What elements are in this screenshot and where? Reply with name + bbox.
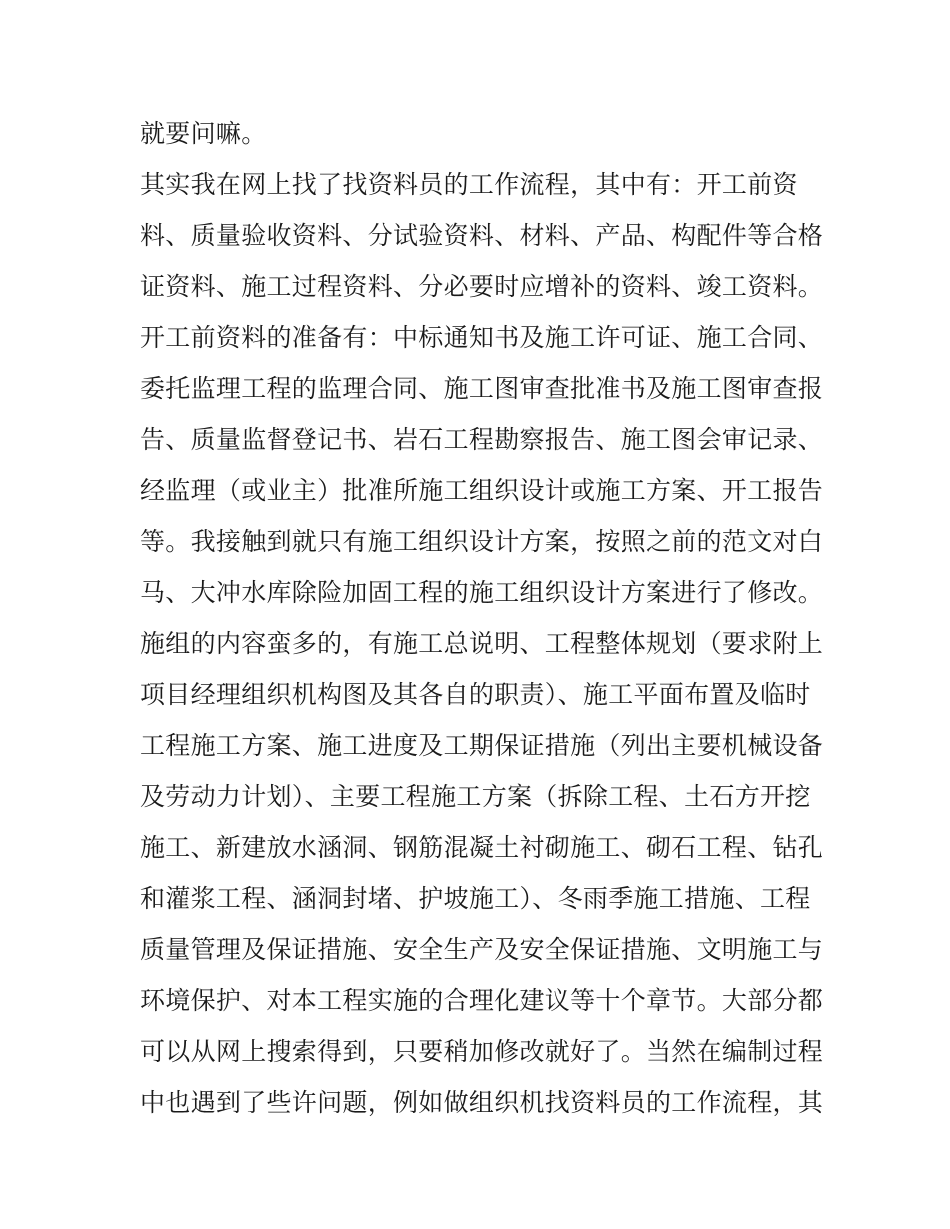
text-line-11: 施组的内容蛮多的，有施工总说明、工程整体规划（要求附上	[140, 629, 824, 658]
text-line-17: 质量管理及保证措施、安全生产及安全保证措施、文明施工与	[140, 935, 824, 964]
text-line-15: 施工、新建放水涵洞、钢筋混凝土衬砌施工、砌石工程、钻孔	[140, 833, 824, 862]
text-line-8: 经监理（或业主）批准所施工组织设计或施工方案、开工报告	[140, 476, 824, 505]
text-line-18: 环境保护、对本工程实施的合理化建议等十个章节。大部分都	[140, 986, 824, 1015]
text-line-19: 可以从网上搜索得到，只要稍加修改就好了。当然在编制过程	[140, 1037, 824, 1066]
text-line-6: 委托监理工程的监理合同、施工图审查批准书及施工图审查报	[140, 374, 824, 403]
text-line-2: 其实我在网上找了找资料员的工作流程，其中有：开工前资	[140, 170, 798, 199]
text-line-9: 等。我接触到就只有施工组织设计方案，按照之前的范文对白	[140, 527, 824, 556]
text-line-10: 马、大冲水库除险加固工程的施工组织设计方案进行了修改。	[140, 578, 824, 607]
body-text	[140, 108, 824, 1128]
text-line-14: 及劳动力计划）、主要工程施工方案（拆除工程、土石方开挖	[140, 782, 811, 811]
text-line-20: 中也遇到了些许问题，例如做组织机找资料员的工作流程，其	[140, 1088, 824, 1117]
text-line-3: 料、质量验收资料、分试验资料、材料、产品、构配件等合格	[140, 221, 824, 250]
text-line-7: 告、质量监督登记书、岩石工程勘察报告、施工图会审记录、	[140, 425, 824, 454]
text-line-4: 证资料、施工过程资料、分必要时应增补的资料、竣工资料。	[140, 272, 824, 301]
text-line-1: 就要问嘛。	[140, 119, 267, 148]
text-line-13: 工程施工方案、施工进度及工期保证措施（列出主要机械设备	[140, 731, 824, 760]
text-line-16: 和灌浆工程、涵洞封堵、护坡施工）、冬雨季施工措施、工程	[140, 884, 811, 913]
text-line-5: 开工前资料的准备有：中标通知书及施工许可证、施工合同、	[140, 323, 824, 352]
text-line-12: 项目经理组织机构图及其各自的职责）、施工平面布置及临时	[140, 680, 811, 709]
